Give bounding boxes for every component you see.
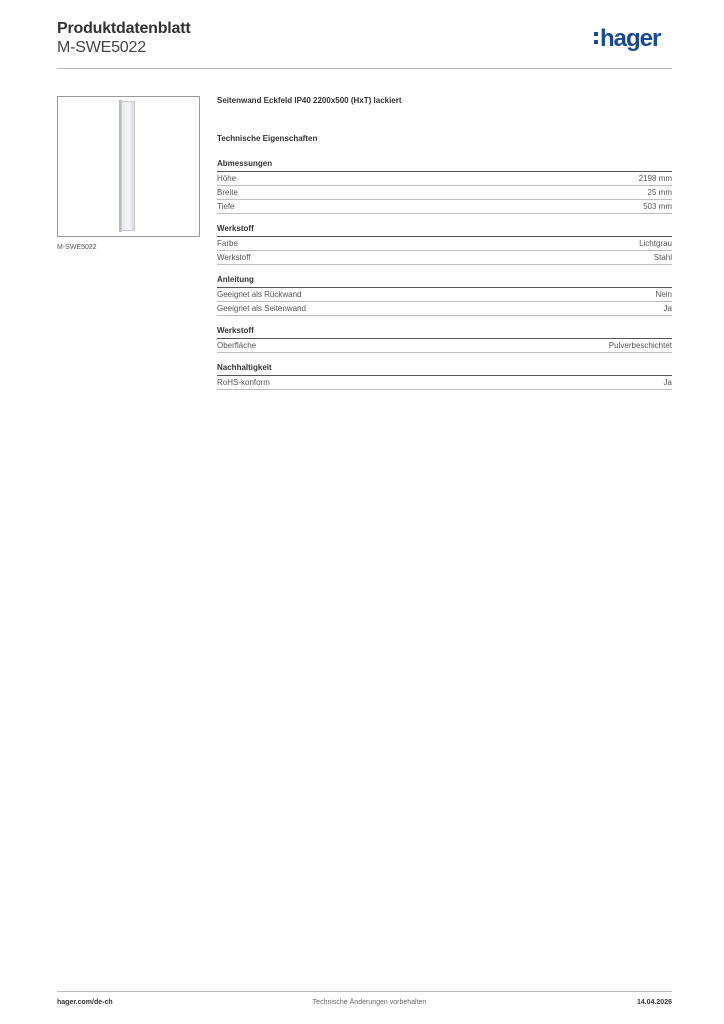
group-title: Nachhaltigkeit [217, 363, 672, 376]
product-code: M-SWE5022 [57, 39, 146, 56]
property-label: Höhe [217, 174, 237, 183]
group-title: Werkstoff [217, 224, 672, 237]
property-value: Pulverbeschichtet [608, 341, 672, 350]
property-value: 2198 mm [638, 174, 672, 183]
footer-divider [57, 991, 672, 992]
product-image [57, 96, 200, 237]
property-value: Stahl [653, 253, 672, 262]
property-row [217, 237, 672, 251]
footer-date: 14.04.2026 [636, 999, 672, 1006]
image-caption: M-SWE5022 [57, 244, 97, 251]
property-value: Lichtgrau [639, 239, 672, 248]
property-row [217, 172, 672, 186]
logo-colon-icon [594, 32, 599, 46]
property-group [217, 363, 672, 390]
property-row [217, 339, 672, 353]
property-group [217, 275, 672, 316]
property-group [217, 326, 672, 353]
property-label: Werkstoff [217, 253, 251, 262]
group-title: Anleitung [217, 275, 672, 288]
content [217, 96, 672, 390]
hager-logo [594, 27, 660, 51]
property-value: Ja [663, 304, 672, 313]
page-title: Produktdatenblatt [57, 20, 191, 37]
footer-notice: Technische Änderungen vorbehalten [312, 999, 427, 1006]
header-divider [57, 68, 672, 69]
property-row [217, 376, 672, 390]
property-row [217, 186, 672, 200]
property-value: Ja [663, 378, 672, 387]
property-label: Tiefe [217, 202, 235, 211]
product-description: Seitenwand Eckfeld IP40 2200x500 (HxT) lackiert [217, 96, 402, 105]
property-row [217, 302, 672, 316]
property-group [217, 159, 672, 214]
property-label: Geeignet als Seitenwand [217, 304, 306, 313]
property-row [217, 251, 672, 265]
property-label: Farbe [217, 239, 238, 248]
property-label: Breite [217, 188, 238, 197]
logo-text: hager [600, 25, 661, 52]
property-label: Oberfläche [217, 341, 257, 350]
property-row [217, 288, 672, 302]
footer-website[interactable]: hager.com/de-ch [57, 999, 113, 1006]
property-row [217, 200, 672, 214]
property-label: Geeignet als Rückwand [217, 290, 302, 299]
group-title: Werkstoff [217, 326, 672, 339]
property-value: Nein [655, 290, 672, 299]
property-value: 25 mm [647, 188, 672, 197]
property-value: 503 mm [643, 202, 672, 211]
property-groups [217, 159, 672, 390]
group-title: Abmessungen [217, 159, 672, 172]
property-group [217, 224, 672, 265]
side-panel-illustration [121, 101, 135, 231]
property-label: RoHS-konform [217, 378, 270, 387]
tech-heading: Technische Eigenschaften [217, 134, 318, 143]
